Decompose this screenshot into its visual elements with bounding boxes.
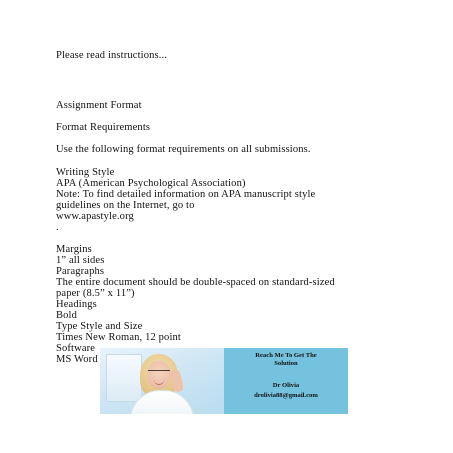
- instruction-text: Use the following format requirements on all submissions.: [56, 144, 311, 155]
- apa-url: www.apastyle.org: [56, 211, 134, 222]
- dot-separator: .: [56, 222, 59, 233]
- writing-style-value: APA (American Psychological Association): [56, 178, 246, 189]
- contact-box: [224, 348, 348, 414]
- woman-photo: [100, 348, 224, 414]
- type-style-value: Times New Roman, 12 point: [56, 332, 181, 343]
- contact-banner: [100, 348, 348, 414]
- type-style-label: Type Style and Size: [56, 321, 143, 332]
- software-label: Software: [56, 343, 96, 354]
- margins-label: Margins: [56, 244, 92, 255]
- margins-value: 1” all sides: [56, 255, 105, 266]
- headings-label: Headings: [56, 299, 97, 310]
- window-shape: [106, 354, 142, 402]
- cta-line1: Reach Me To Get The: [255, 352, 317, 359]
- writing-style-label: Writing Style: [56, 167, 115, 178]
- format-requirements-heading: Format Requirements: [56, 122, 151, 133]
- contact-name: Dr Olivia: [272, 382, 300, 389]
- cta-line2: Solution: [274, 360, 298, 367]
- assignment-format-heading: Assignment Format: [56, 100, 142, 111]
- glasses-shape: [148, 370, 170, 377]
- paragraphs-label: Paragraphs: [56, 266, 105, 277]
- intro-text: Please read instructions...: [56, 50, 168, 61]
- paragraphs-value-line2: paper (8.5” x 11”): [56, 288, 135, 299]
- apa-note-line2: guidelines on the Internet, go to: [56, 200, 195, 211]
- apa-note-line1: Note: To find detailed information on APA manuscript style: [56, 189, 316, 200]
- contact-email[interactable]: drolivia88@gmail.com: [254, 392, 318, 399]
- software-value: MS Word: [56, 354, 98, 365]
- paragraphs-value-line1: The entire document should be double-spaced on standard-sized: [56, 277, 335, 288]
- headings-value: Bold: [56, 310, 78, 321]
